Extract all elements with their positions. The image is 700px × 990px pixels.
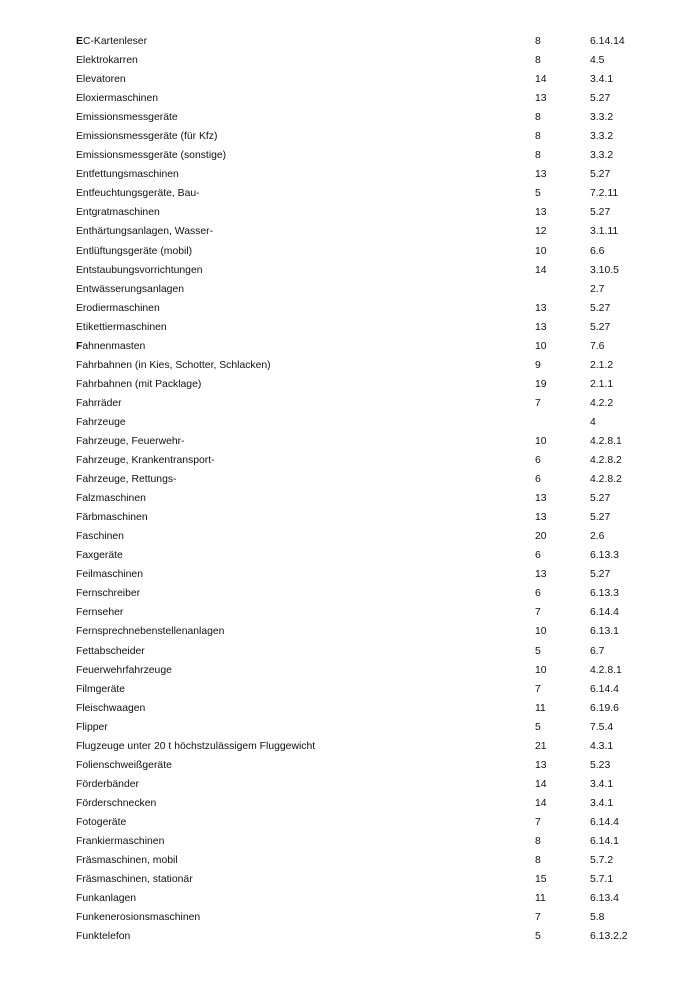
- table-row: [76, 832, 656, 851]
- useful-life-years: 5: [535, 931, 541, 943]
- afa-table-reference: 6.13.2.2: [590, 931, 628, 943]
- useful-life-years: 7: [535, 816, 541, 828]
- afa-table-reference: 4.2.8.2: [590, 474, 622, 486]
- table-row: [76, 127, 656, 146]
- table-row: [76, 51, 656, 70]
- afa-table-reference: 4.2.8.1: [590, 435, 622, 447]
- useful-life-years: 13: [535, 512, 547, 524]
- afa-table-reference: 5.27: [590, 512, 611, 524]
- item-name: Fahrzeuge, Krankentransport-: [76, 455, 215, 467]
- table-row: [76, 165, 656, 184]
- item-name: Erodiermaschinen: [76, 302, 160, 314]
- item-name: Falzmaschinen: [76, 493, 146, 505]
- useful-life-years: 7: [535, 683, 541, 695]
- table-row: [76, 413, 656, 432]
- afa-table-reference: 5.23: [590, 759, 611, 771]
- item-name: Feuerwehrfahrzeuge: [76, 664, 172, 676]
- table-row: [76, 546, 656, 565]
- item-name: Entfeuchtungsgeräte, Bau-: [76, 188, 200, 200]
- item-name: Färbmaschinen: [76, 512, 148, 524]
- item-name: Fahrbahnen (mit Packlage): [76, 378, 202, 390]
- afa-table-reference: 3.1.11: [590, 226, 619, 238]
- useful-life-years: 13: [535, 321, 547, 333]
- item-name: Entstaubungsvorrichtungen: [76, 264, 203, 276]
- depreciation-table: [76, 32, 656, 946]
- useful-life-years: 13: [535, 493, 547, 505]
- item-name: Faxgeräte: [76, 550, 123, 562]
- afa-table-reference: 6.13.4: [590, 893, 619, 905]
- item-name: Fahnenmasten: [76, 340, 146, 352]
- table-row: [76, 527, 656, 546]
- item-name: Fettabscheider: [76, 645, 145, 657]
- item-name: EC-Kartenleser: [76, 36, 148, 47]
- item-name: Eloxiermaschinen: [76, 93, 159, 105]
- afa-table-reference: 6.6: [590, 245, 605, 257]
- table-row: [76, 299, 656, 318]
- item-name: Fleischwaagen: [76, 702, 146, 714]
- useful-life-years: 6: [535, 474, 541, 486]
- afa-table-reference: 5.27: [590, 93, 611, 105]
- afa-table-reference: 7.6: [590, 340, 605, 352]
- useful-life-years: 14: [535, 778, 547, 790]
- table-row: [76, 32, 656, 51]
- useful-life-years: 14: [535, 264, 547, 276]
- item-name: Etikettiermaschinen: [76, 321, 167, 333]
- useful-life-years: 8: [535, 55, 541, 67]
- useful-life-years: 6: [535, 455, 541, 467]
- table-row: [76, 242, 656, 261]
- afa-table-reference: 4.2.2: [590, 397, 614, 409]
- item-name: Fräsmaschinen, stationär: [76, 874, 193, 886]
- afa-table-reference: 5.7.1: [590, 874, 614, 886]
- afa-table-reference: 5.27: [590, 569, 611, 581]
- table-row: [76, 642, 656, 661]
- afa-table-reference: 7.5.4: [590, 721, 614, 733]
- afa-table-reference: 4.2.8.1: [590, 664, 622, 676]
- table-row: [76, 89, 656, 108]
- table-row: [76, 470, 656, 489]
- item-name: Förderschnecken: [76, 797, 157, 809]
- item-name: Entfettungsmaschinen: [76, 169, 179, 181]
- afa-table-reference: 2.6: [590, 531, 605, 543]
- useful-life-years: 13: [535, 93, 547, 105]
- item-name: Entgratmaschinen: [76, 207, 160, 219]
- table-row: [76, 603, 656, 622]
- item-name: Förderbänder: [76, 778, 139, 790]
- useful-life-years: 9: [535, 359, 541, 371]
- useful-life-years: 8: [535, 150, 541, 162]
- table-row: [76, 108, 656, 127]
- table-row: [76, 775, 656, 794]
- useful-life-years: 8: [535, 855, 541, 867]
- item-name: Emissionsmessgeräte (für Kfz): [76, 131, 218, 143]
- afa-table-reference: 5.8: [590, 912, 605, 924]
- item-name: Fahrzeuge, Rettungs-: [76, 474, 177, 486]
- table-row: [76, 661, 656, 680]
- item-name: Elektrokarren: [76, 55, 138, 67]
- table-row: [76, 565, 656, 584]
- table-row: [76, 222, 656, 241]
- useful-life-years: 7: [535, 607, 541, 619]
- item-name: Enthärtungsanlagen, Wasser-: [76, 226, 214, 238]
- useful-life-years: 13: [535, 569, 547, 581]
- afa-table-reference: 3.10.5: [590, 264, 619, 276]
- afa-table-reference: 6.13.3: [590, 588, 619, 600]
- item-name: Feilmaschinen: [76, 569, 143, 581]
- afa-table-reference: 2.7: [590, 283, 605, 295]
- afa-table-reference: 6.14.14: [590, 36, 625, 47]
- item-name: Flipper: [76, 721, 108, 733]
- afa-table-reference: 2.1.2: [590, 359, 614, 371]
- item-name: Frankiermaschinen: [76, 835, 165, 847]
- item-name: Fahrräder: [76, 397, 122, 409]
- afa-table-reference: 4.3.1: [590, 740, 614, 752]
- item-name: Funkanlagen: [76, 893, 137, 905]
- table-row: [76, 451, 656, 470]
- useful-life-years: 10: [535, 340, 547, 352]
- useful-life-years: 10: [535, 626, 547, 638]
- item-name: Entlüftungsgeräte (mobil): [76, 245, 193, 257]
- afa-table-reference: 3.3.2: [590, 112, 614, 124]
- item-name: Fernschreiber: [76, 588, 141, 600]
- useful-life-years: 8: [535, 36, 541, 47]
- afa-table-reference: 6.7: [590, 645, 605, 657]
- afa-table-reference: 6.14.4: [590, 607, 619, 619]
- afa-table-reference: 3.4.1: [590, 778, 614, 790]
- afa-table-reference: 4: [590, 416, 596, 428]
- useful-life-years: 20: [535, 531, 547, 543]
- table-row: [76, 870, 656, 889]
- table-row: [76, 394, 656, 413]
- table-row: [76, 737, 656, 756]
- useful-life-years: 5: [535, 188, 541, 200]
- useful-life-years: 19: [535, 378, 547, 390]
- afa-table-reference: 2.1.1: [590, 378, 614, 390]
- table-row: [76, 813, 656, 832]
- table-row: [76, 356, 656, 375]
- afa-table-reference: 5.27: [590, 169, 611, 181]
- useful-life-years: 8: [535, 112, 541, 124]
- useful-life-years: 12: [535, 226, 547, 238]
- table-row: [76, 927, 656, 946]
- useful-life-years: 13: [535, 169, 547, 181]
- table-row: [76, 699, 656, 718]
- table-row: [76, 280, 656, 299]
- useful-life-years: 7: [535, 912, 541, 924]
- table-row: [76, 432, 656, 451]
- useful-life-years: 13: [535, 207, 547, 219]
- useful-life-years: 13: [535, 759, 547, 771]
- item-name: Faschinen: [76, 531, 124, 543]
- afa-table-reference: 7.2.11: [590, 188, 619, 200]
- useful-life-years: 7: [535, 397, 541, 409]
- afa-table-reference: 3.4.1: [590, 74, 614, 86]
- table-row: [76, 851, 656, 870]
- useful-life-years: 10: [535, 664, 547, 676]
- table-row: [76, 508, 656, 527]
- afa-table-reference: 6.14.1: [590, 835, 619, 847]
- table-row: [76, 146, 656, 165]
- afa-table-reference: 6.13.3: [590, 550, 619, 562]
- item-name: Fahrzeuge, Feuerwehr-: [76, 435, 185, 447]
- item-name: Fernseher: [76, 607, 124, 619]
- useful-life-years: 14: [535, 74, 547, 86]
- useful-life-years: 10: [535, 435, 547, 447]
- table-row: [76, 908, 656, 927]
- afa-table-reference: 3.3.2: [590, 131, 614, 143]
- useful-life-years: 10: [535, 245, 547, 257]
- table-row: [76, 622, 656, 641]
- afa-table-reference: 4.5: [590, 55, 605, 67]
- item-name: Flugzeuge unter 20 t höchstzulässigem Fluggewicht: [76, 740, 316, 752]
- item-name: Emissionsmessgeräte: [76, 112, 178, 124]
- useful-life-years: 11: [535, 893, 546, 905]
- afa-table-reference: 5.27: [590, 302, 611, 314]
- useful-life-years: 5: [535, 645, 541, 657]
- useful-life-years: 6: [535, 588, 541, 600]
- afa-table-reference: 6.13.1: [590, 626, 619, 638]
- useful-life-years: 8: [535, 131, 541, 143]
- item-name: Fahrzeuge: [76, 416, 126, 428]
- table-row: [76, 318, 656, 337]
- item-name: Folienschweißgeräte: [76, 759, 172, 771]
- item-name: Elevatoren: [76, 74, 126, 86]
- item-name: Fräsmaschinen, mobil: [76, 855, 178, 867]
- afa-table-reference: 5.7.2: [590, 855, 614, 867]
- useful-life-years: 13: [535, 302, 547, 314]
- useful-life-years: 21: [535, 740, 547, 752]
- table-row: [76, 261, 656, 280]
- table-row: [76, 203, 656, 222]
- useful-life-years: 11: [535, 702, 546, 714]
- item-name: Fahrbahnen (in Kies, Schotter, Schlacken): [76, 359, 271, 371]
- useful-life-years: 6: [535, 550, 541, 562]
- table-row: [76, 718, 656, 737]
- afa-table-reference: 5.27: [590, 493, 611, 505]
- useful-life-years: 15: [535, 874, 547, 886]
- table-row: [76, 680, 656, 699]
- table-row: [76, 584, 656, 603]
- item-name: Entwässerungsanlagen: [76, 283, 185, 295]
- item-name: Emissionsmessgeräte (sonstige): [76, 150, 227, 162]
- table-row: [76, 889, 656, 908]
- afa-table-reference: 5.27: [590, 207, 611, 219]
- afa-table-reference: 3.3.2: [590, 150, 614, 162]
- table-row: [76, 794, 656, 813]
- table-row: [76, 70, 656, 89]
- table-row: [76, 489, 656, 508]
- item-name: Funktelefon: [76, 931, 131, 943]
- afa-table-reference: 6.19.6: [590, 702, 619, 714]
- item-name: Funkenerosionsmaschinen: [76, 912, 201, 924]
- afa-table-reference: 6.14.4: [590, 683, 619, 695]
- useful-life-years: 14: [535, 797, 547, 809]
- table-row: [76, 756, 656, 775]
- item-name: Filmgeräte: [76, 683, 126, 695]
- afa-table-reference: 4.2.8.2: [590, 455, 622, 467]
- afa-table-reference: 3.4.1: [590, 797, 614, 809]
- useful-life-years: 8: [535, 835, 541, 847]
- table-row: [76, 337, 656, 356]
- item-name: Fotogeräte: [76, 816, 127, 828]
- useful-life-years: 5: [535, 721, 541, 733]
- table-row: [76, 375, 656, 394]
- item-name: Fernsprechnebenstellenanlagen: [76, 626, 225, 638]
- afa-table-reference: 6.14.4: [590, 816, 619, 828]
- afa-table-reference: 5.27: [590, 321, 611, 333]
- table-row: [76, 184, 656, 203]
